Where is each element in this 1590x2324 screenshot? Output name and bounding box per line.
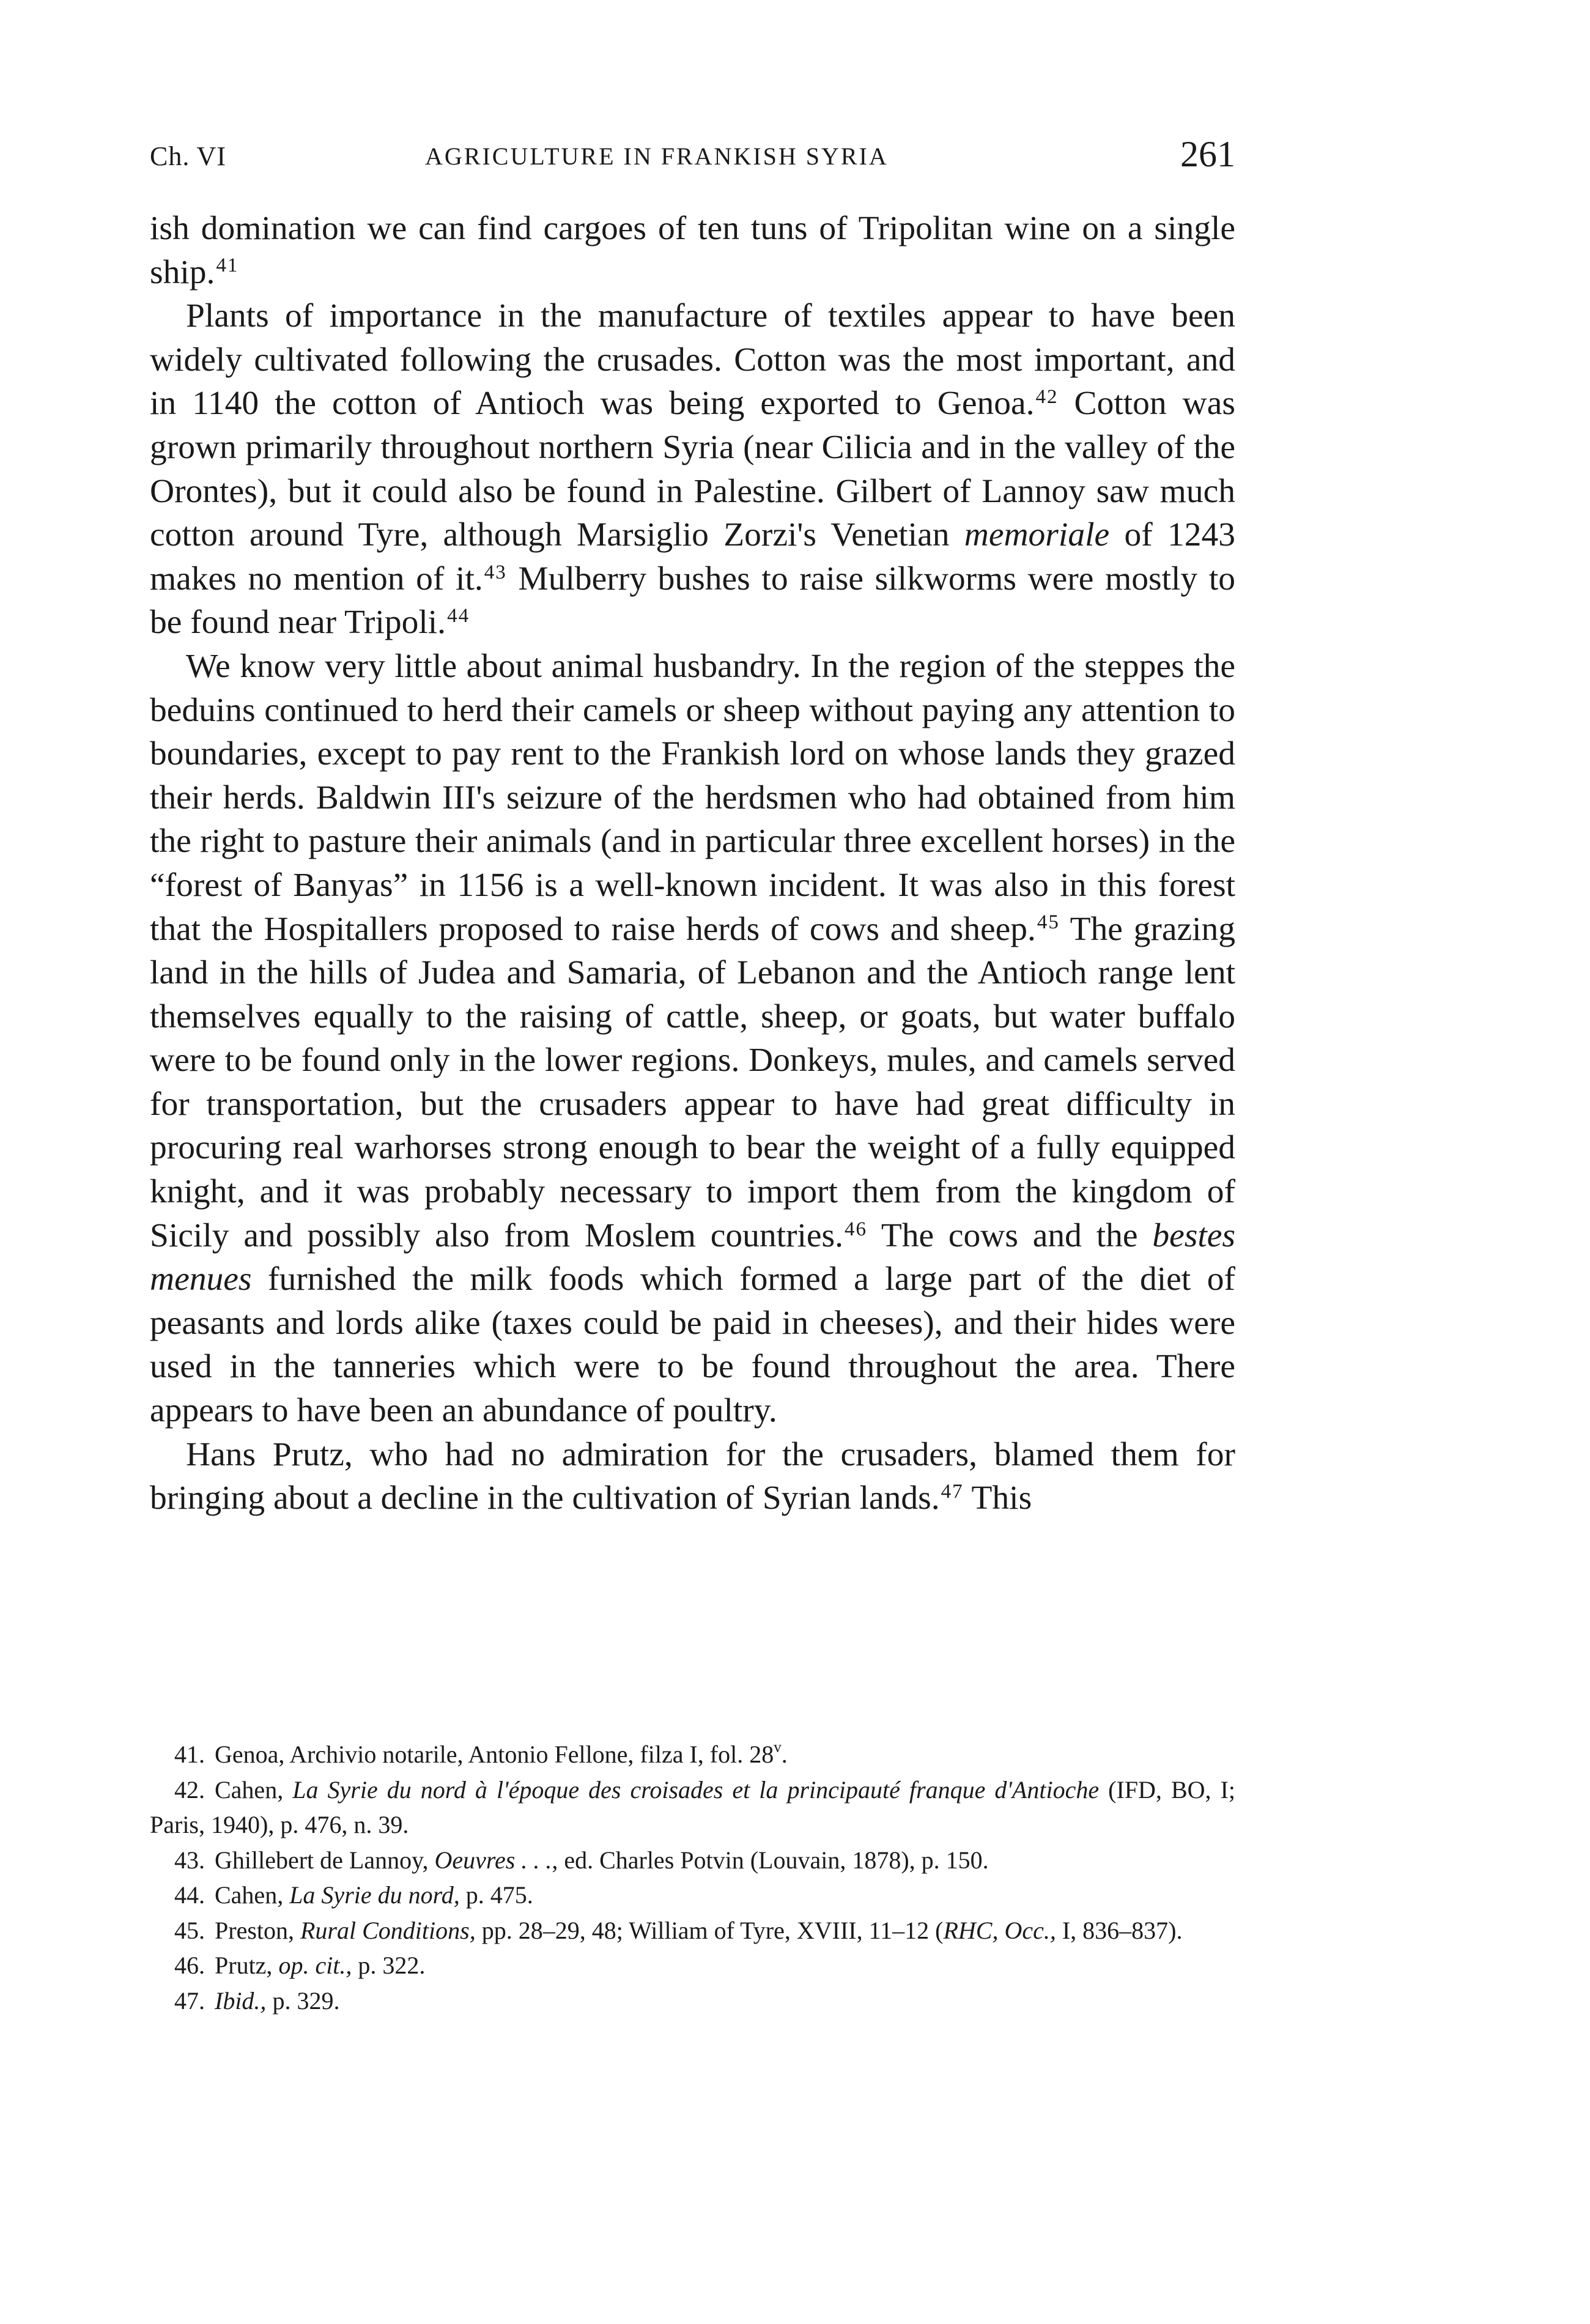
footnote-reference: 46 [845,1218,868,1240]
footnote [150,1843,1235,1878]
footnote-text [215,1846,989,1874]
text-run: , ed. Charles Potvin (Louvain, 1878), p. 150. [552,1846,989,1874]
text-run: We know very little about animal husbandry. In the region of the steppes the beduins continued to herd their camels or sheep without paying any attention to boundaries, except to pay rent to the Frankish lord on whose lands they grazed their herds. Baldwin III's seizure of the herdsmen who had obtained from him the right to pasture their animals (and in particular three excellent horses) in the “forest of Banyas” in 1156 is a well-known incident. It was also in this forest that the Hospitallers proposed to raise herds of cows and sheep. [150,647,1235,948]
text-run: ish domination we can find cargoes of ten tuns of Tripolitan wine on a single ship. [150,210,1235,291]
text-run: of 1243 makes no mention of it. [150,516,1235,598]
text-run: Preston, [215,1916,300,1944]
text-run: Mulberry bushes to raise silkworms were mostly to be found near Tripoli. [150,560,1235,642]
footnote-reference: 41 [216,254,239,277]
text-run: Cahen, [215,1775,293,1804]
footnote-number: 41. [174,1741,205,1768]
footnote-reference: 45 [1037,911,1060,934]
footnote-number: 42. [174,1775,205,1804]
italic-text: RHC, Occ., [943,1916,1056,1944]
footnotes [150,1737,1235,2018]
text-run: Plants of importance in the manufacture of textiles appear to have been widely cultivated following the crusades. Cotton was the most important, and in 1140 the cotton of Antioch was being exported to Genoa. [150,297,1235,423]
text-run: p. 329. [266,1986,340,2015]
footnote [150,1737,1235,1772]
italic-text: La Syrie du nord, [289,1881,460,1909]
footnote-number: 44. [174,1881,205,1909]
text-run: This [963,1479,1032,1517]
paragraph [150,294,1235,645]
footnote-text [215,1952,425,1979]
footnote-text [150,1776,1235,1839]
text-run: Ghillebert de Lannoy, [215,1846,435,1874]
text-run: furnished the milk foods which formed a large part of the diet of peasants and lords alike (taxes could be paid in cheeses), and their hides were used in the tanneries which were to be found throughout the area. There appears to have been an abundance of poultry. [150,1260,1235,1430]
text-run: Genoa, Archivio notarile, Antonio Fellone, filza I, fol. 28 [215,1741,774,1768]
footnote-number: 45. [174,1916,205,1944]
body-text [150,207,1235,1520]
footnote [150,1878,1235,1913]
footnote-text [215,1741,788,1768]
text-run: The grazing land in the hills of Judea and Samaria, of Lebanon and the Antioch range lent themselves equally to the raising of cattle, sheep, or goats, but water buffalo were to be found only in the lower regions. Donkeys, mules, and camels served for transportation, but the crusaders appear to have had great difficulty in procuring real warhorses strong enough to bear the weight of a fully equipped knight, and it was probably necessary to import them from the kingdom of Sicily and possibly also from Moslem countries. [150,910,1236,1254]
italic-text: Oeuvres . . . [434,1846,552,1874]
footnote [150,1772,1235,1843]
paragraph [150,645,1235,1433]
paragraph [150,1433,1235,1520]
text-run: . [781,1741,788,1768]
footnote [150,1913,1235,1948]
footnote [150,1983,1235,2019]
text-run: Cotton was grown primarily throughout northern Syria (near Cilicia and in the valley of the Orontes), but it could also be found in Palestine. Gilbert of Lannoy saw much cotton around Tyre, although Marsiglio Zorzi's Venetian [150,385,1235,554]
italic-text: op. cit., [278,1952,352,1979]
italic-text: bestes menues [150,1216,1235,1298]
page-number: 261 [1180,134,1235,174]
footnote-reference: 42 [1035,386,1059,409]
text-run: pp. 28–29, 48; William of Tyre, XVIII, 11–12 ( [475,1916,944,1944]
footnote-reference: 47 [941,1481,964,1503]
footnote-reference: 44 [447,605,470,627]
footnote-text [215,1917,1183,1944]
footnote-number: 47. [174,1986,205,2015]
text-run: p. 475. [459,1881,533,1909]
footnote-text [215,1881,533,1909]
text-run: Cahen, [215,1881,290,1909]
text-run: The cows and the [867,1216,1153,1254]
chapter-label: Ch. VI [150,141,226,171]
text-run: Hans Prutz, who had no admiration for the crusaders, blamed them for bringing about a decline in the cultivation of Syrian lands. [150,1435,1235,1517]
footnote [150,1948,1235,1983]
paragraph [150,207,1235,294]
footnote-reference: v [774,1739,782,1756]
footnote-reference: 43 [484,561,507,583]
text-run: p. 322. [352,1952,426,1979]
italic-text: La Syrie du nord à l'époque des croisades et la principauté franque d'Antioche [292,1775,1100,1804]
footnote-number: 43. [174,1846,205,1874]
text-run: Prutz, [215,1952,279,1979]
text-run: I, 836–837). [1056,1916,1183,1944]
running-head [150,133,1235,176]
running-title: AGRICULTURE IN FRANKISH SYRIA [425,142,889,170]
text-run: (IFD, BO, I; Paris, 1940), p. 476, n. 39. [150,1775,1235,1838]
italic-text: Rural Conditions, [300,1916,476,1944]
italic-text: memoriale [964,516,1110,554]
footnote-number: 46. [174,1952,205,1979]
footnote-text [215,1987,339,2015]
italic-text: Ibid., [215,1986,267,2015]
